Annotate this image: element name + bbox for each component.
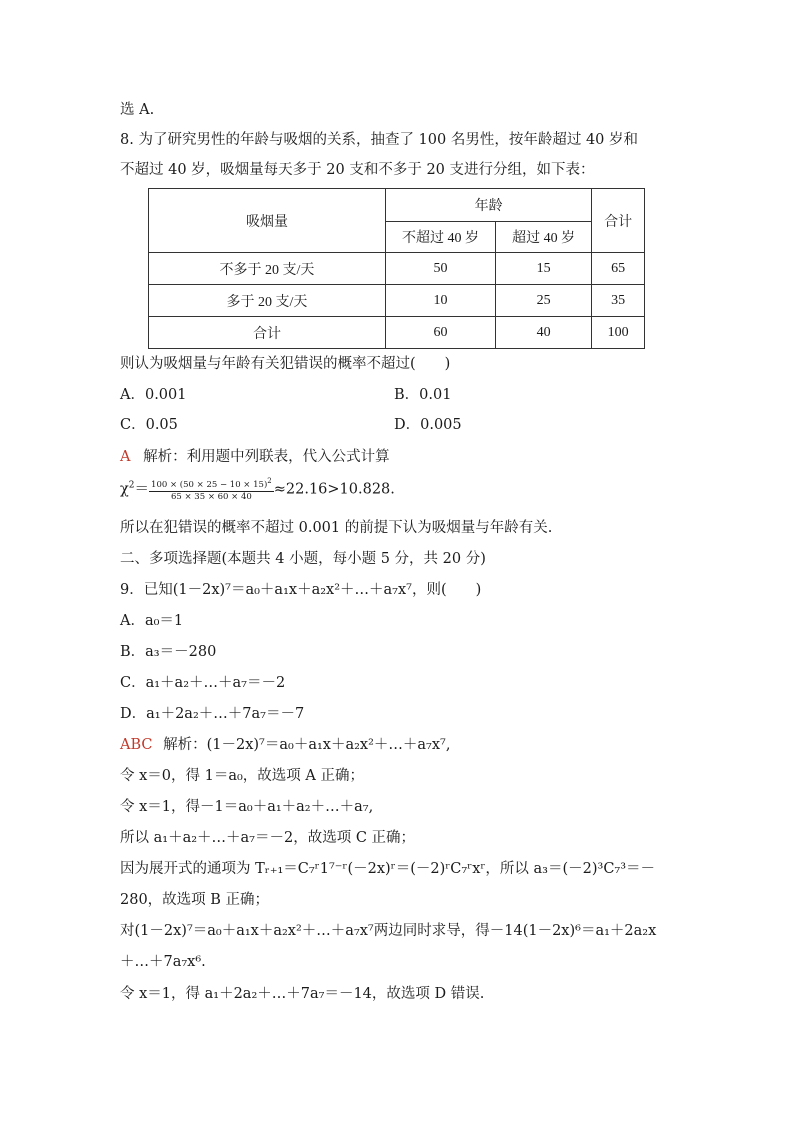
q8-analysis-text: 解析：利用题中列联表，代入公式计算 (143, 449, 390, 465)
q8-stem-line1: 8. 为了研究男性的年龄与吸烟的关系，抽查了 100 名男性，按年龄超过 40 岁和 (120, 132, 639, 148)
q8-option-b: B．0.01 (394, 387, 452, 403)
table-row (149, 285, 645, 317)
cell: 35 (592, 285, 645, 317)
previous-answer: 选 A. (120, 102, 155, 118)
chi-result: ≈22.16>10.828. (273, 481, 395, 498)
q8-conclusion: 所以在犯错误的概率不超过 0.001 的前提下认为吸烟量与年龄有关. (120, 520, 553, 536)
row-label: 多于 20 支/天 (149, 285, 386, 317)
header-le40: 不超过 40 岁 (385, 222, 495, 253)
table-row (149, 253, 645, 285)
q9-option-b: B．a₃＝－280 (120, 644, 217, 660)
chi-symbol: χ (120, 481, 129, 498)
q8-option-a: A．0.001 (120, 387, 187, 403)
q9-stem: 9．已知(1－2x)⁷＝a₀＋a₁x＋a₂x²＋…＋a₇x⁷，则( ) (120, 582, 482, 598)
q9-analysis-2: 令 x＝0，得 1＝a₀，故选项 A 正确； (120, 768, 364, 784)
q8-analysis-line (120, 445, 390, 466)
q9-option-d: D．a₁＋2a₂＋…＋7a₇＝－7 (120, 706, 305, 722)
header-smoking: 吸烟量 (149, 189, 386, 253)
section-title: 二、多项选择题(本题共 4 小题，每小题 5 分，共 20 分) (120, 551, 486, 567)
q8-stem-line2: 不超过 40 岁，吸烟量每天多于 20 支和不多于 20 支进行分组，如下表： (120, 162, 595, 178)
q9-analysis-8: ＋…＋7a₇x⁶. (120, 954, 206, 970)
q9-option-c: C．a₁＋a₂＋…＋a₇＝－2 (120, 675, 286, 691)
table-row (149, 317, 645, 349)
cell: 15 (496, 253, 592, 285)
q8-answer: A (120, 449, 131, 465)
q9-option-a: A．a₀＝1 (120, 613, 184, 629)
cell: 25 (496, 285, 592, 317)
chi-square-formula: $\chi^2=$ $\frac{100 \times (50 \times 25 - 10 \times 15)^2}{65 \times 35 \times 60 \times 40}$ ≈22.16>10.828. (120, 477, 395, 502)
q9-analysis-3: 令 x＝1，得－1＝a₀＋a₁＋a₂＋…＋a₇, (120, 799, 374, 815)
cell: 40 (496, 317, 592, 349)
q9-analysis-4: 所以 a₁＋a₂＋…＋a₇＝－2，故选项 C 正确； (120, 830, 416, 846)
q9-answer: ABC (120, 737, 153, 753)
cell: 10 (385, 285, 495, 317)
q9-analysis-5: 因为展开式的通项为 Tᵣ₊₁＝C₇ʳ1⁷⁻ʳ(－2x)ʳ＝(－2)ʳC₇ʳxʳ，所以 a₃＝(－2)³C₇³＝－ (120, 861, 656, 877)
chi-fraction: $\frac{100 \times (50 \times 25 - 10 \times 15)^2}{65 \times 35 \times 60 \times 40}$ (151, 477, 272, 502)
header-age: 年龄 (385, 189, 591, 222)
cell: 50 (385, 253, 495, 285)
q9-analysis-9: 令 x＝1，得 a₁＋2a₂＋…＋7a₇＝－14，故选项 D 错误. (120, 986, 485, 1002)
q8-option-d: D．0.005 (394, 417, 462, 433)
row-label: 合计 (149, 317, 386, 349)
q9-analysis-line: ABC 解析：(1－2x)⁷＝a₀＋a₁x＋a₂x²＋…＋a₇x⁷, (120, 737, 451, 753)
row-label: 不多于 20 支/天 (149, 253, 386, 285)
contingency-table (148, 188, 645, 349)
q8-question: 则认为吸烟量与年龄有关犯错误的概率不超过( ) (120, 356, 451, 372)
cell: 65 (592, 253, 645, 285)
cell: 60 (385, 317, 495, 349)
cell: 100 (592, 317, 645, 349)
header-total: 合计 (592, 189, 645, 253)
header-gt40: 超过 40 岁 (496, 222, 592, 253)
q9-analysis-6: 280，故选项 B 正确； (120, 892, 270, 908)
q9-analysis-7: 对(1－2x)⁷＝a₀＋a₁x＋a₂x²＋…＋a₇x⁷两边同时求导，得－14(1－2x)⁶＝a₁＋2a₂x (120, 923, 657, 939)
q8-option-c: C．0.05 (120, 417, 178, 433)
